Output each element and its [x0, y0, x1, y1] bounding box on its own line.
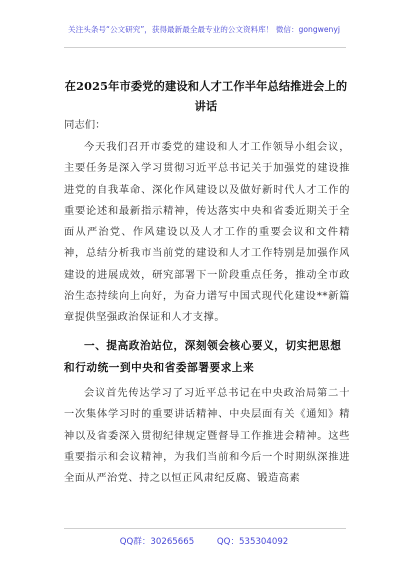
- footer: [0, 535, 408, 547]
- footer-divider: [64, 528, 346, 529]
- section-heading-1: 一、提高政治站位，深刻领会核心要义，切实把思想和行动统一到中央和省委部署要求上来: [64, 340, 342, 374]
- body-paragraph-2: 会议首先传达学习了习近平总书记在中央政治局第二十一次集体学习时的重要讲话精神、中央层面有关《通知》精神以及省委深入贯彻纪律规定暨督导工作推进会精神。这些重要指示和会议精神，为我们当前和今后一个时期纵深推进全面从严治党、持之以恒正风肃纪反腐、锻造高素: [64, 388, 350, 485]
- header-banner: 关注头条号“公文研究”，获得最新最全最专业的公文资料库！ 微信：gongwenyj: [68, 25, 340, 34]
- footer-qq-contact: QQ：535304092: [216, 537, 289, 547]
- header-divider: [64, 47, 346, 48]
- body-paragraph-1: 今天我们召开市委党的建设和人才工作领导小组会议，主要任务是深入学习贯彻习近平总书记关于加强党的建设推进党的自我革命、深化作风建设以及做好新时代人才工作的重要论述和最新指示精神，传达落实中央和省委近期关于全面从严治党、作风建设以及人才工作的重要会议和文件精神，总结分析我市当前党的建设和人才工作特别是加强作风建设的进展成效，研究部署下一阶段重点任务，推动全市政治生态持续向上向好，为奋力谱写中国式现代化建设**新篇章提供坚强政治保证和人才支撑。: [64, 142, 350, 324]
- document-title: 在2025年市委党的建设和人才工作半年总结推进会上的讲话: [64, 79, 348, 113]
- footer-qq-group: QQ群：30265665: [119, 537, 195, 547]
- salutation: 同志们：: [64, 119, 106, 131]
